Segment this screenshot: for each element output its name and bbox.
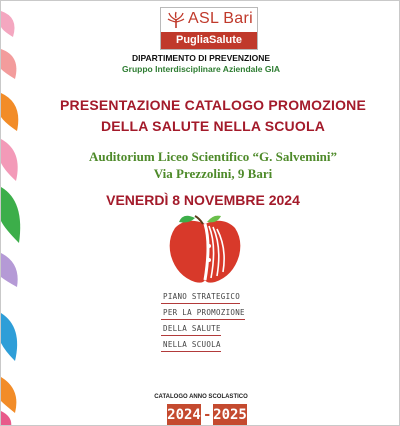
logo-band: PugliaSalute	[161, 32, 257, 49]
year-end: 2025	[213, 404, 247, 426]
plan-line-1: PIANO STRATEGICO	[161, 291, 240, 304]
venue-address: Via Prezzolini, 9 Bari	[153, 166, 273, 181]
plan-text	[161, 291, 261, 355]
venue-name: Auditorium Liceo Scientifico “G. Salvemini”	[88, 149, 338, 164]
plan-line-4: NELLA SCUOLA	[161, 339, 221, 352]
asl-bari-logo	[160, 7, 258, 50]
department-name: DIPARTIMENTO DI PREVENZIONE	[131, 53, 271, 63]
logo-name: ASL Bari	[188, 10, 253, 27]
event-date: VENERDÌ 8 NOVEMBRE 2024	[106, 192, 300, 208]
catalog-label: CATALOGO ANNO SCOLASTICO	[154, 394, 248, 400]
plan-line-2: PER LA PROMOZIONE	[161, 307, 245, 320]
year-separator: -	[203, 407, 212, 423]
school-year	[167, 404, 247, 426]
logo-header	[161, 8, 257, 32]
title-line-1: PRESENTAZIONE CATALOGO PROMOZIONE	[59, 97, 367, 113]
department-group: Gruppo Interdisciplinare Aziendale GIA	[122, 64, 280, 74]
asl-tree-icon	[166, 11, 186, 29]
apple-book-icon	[165, 214, 245, 286]
title-line-2: DELLA SALUTE NELLA SCUOLA	[100, 118, 326, 134]
year-start: 2024	[167, 404, 201, 426]
plan-line-3: DELLA SALUTE	[161, 323, 221, 336]
